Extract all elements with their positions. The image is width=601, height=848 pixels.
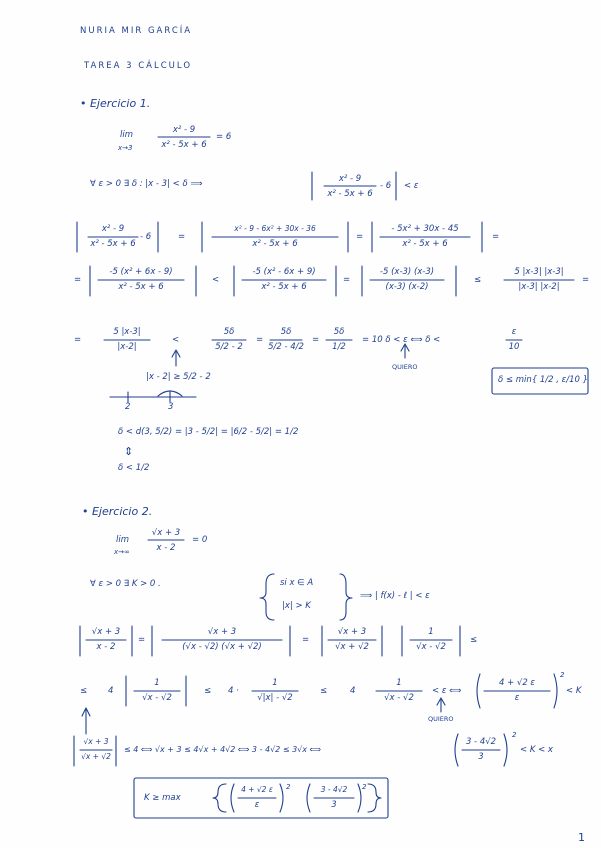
less-or-equal: ≤	[204, 686, 212, 696]
less-than: <	[212, 275, 220, 285]
inequality: |x - 2| ≥ 5/2 - 2	[146, 372, 211, 382]
fraction-numerator: 1	[428, 627, 434, 637]
less-or-equal: ≤	[80, 686, 88, 696]
fraction-denominator: x - 2	[96, 642, 116, 652]
exponent: 2	[362, 783, 367, 791]
lim-sub: x→∞	[114, 548, 130, 556]
coefficient: 4	[350, 686, 356, 696]
fraction-numerator: 5δ	[333, 327, 345, 337]
less-or-equal: ≤	[320, 686, 328, 696]
fraction-numerator: 4 + √2 ε	[241, 785, 273, 794]
fraction-numerator: 5 |x-3| |x-3|	[514, 267, 564, 277]
arrow-up	[172, 350, 180, 366]
fraction-denominator: √|x| - √2	[257, 693, 293, 703]
right-brace	[340, 574, 352, 620]
less-than-iff: < ε ⟺	[432, 686, 462, 696]
fraction-denominator: 5/2 - 4/2	[268, 342, 304, 352]
fraction-denominator: √x + √2	[81, 752, 111, 761]
equals: =	[582, 275, 590, 285]
fraction-numerator: ε	[511, 327, 517, 337]
arrow-up	[437, 698, 445, 712]
term: - 6	[140, 232, 152, 242]
arrow-up	[401, 344, 409, 358]
fraction-denominator: |x-2|	[117, 342, 137, 352]
equals: =	[356, 232, 364, 242]
coefficient: 4 ·	[228, 686, 239, 696]
brace-top: si x ∈ A	[280, 578, 314, 588]
lim-word: lim	[116, 535, 130, 545]
lim-equals: = 6	[216, 132, 232, 142]
fraction-denominator: 3	[331, 800, 337, 810]
fraction-denominator: x² - 5x + 6	[327, 189, 373, 199]
fraction-numerator: x² - 9	[172, 125, 196, 135]
fraction-denominator: 5/2 - 2	[215, 342, 243, 352]
chain-end: < K < x	[520, 745, 553, 755]
definition-tail: - 6	[380, 181, 392, 191]
fraction-denominator: 1/2	[332, 342, 346, 352]
exponent: 2	[512, 731, 517, 739]
definition-tail: ⟹ | f(x) - ℓ | < ε	[360, 591, 430, 601]
less-or-equal: ≤	[470, 635, 478, 645]
quiero-note: QUIERO	[428, 715, 454, 723]
fraction-numerator: √x + 3	[337, 627, 367, 637]
distance-line: δ < d(3, 5/2) = |3 - 5/2| = |6/2 - 5/2| = 1/2	[118, 427, 299, 437]
fraction-numerator: - 5x² + 30x - 45	[391, 224, 459, 234]
fraction-denominator: (√x - √2) (√x + √2)	[182, 642, 262, 652]
fraction-denominator: |x-3| |x-2|	[518, 282, 560, 292]
exponent: 2	[286, 783, 291, 791]
equals: =	[302, 635, 310, 645]
fraction-numerator: √x + 3	[91, 627, 121, 637]
tick-label: 3	[168, 402, 174, 412]
lim-word: lim	[120, 130, 134, 140]
fraction-numerator: 5 |x-3|	[113, 327, 141, 337]
fraction-numerator: x² - 9	[338, 174, 362, 184]
definition-line: ∀ ε > 0 ∃ K > 0 .	[90, 579, 161, 589]
task-title: TAREA 3 CÁLCULO	[84, 61, 193, 71]
boxed-result-prefix: K ≥ max	[144, 793, 181, 803]
less-than: <	[172, 335, 180, 345]
iff-arrow: ⇕	[124, 445, 134, 458]
equals: =	[492, 232, 500, 242]
chain-inequality: ≤ 4 ⟺ √x + 3 ≤ 4√x + 4√2 ⟺ 3 - 4√2 ≤ 3√x ⟺	[124, 745, 321, 754]
fraction-denominator: x² - 5x + 6	[90, 239, 136, 249]
conclusion: δ < 1/2	[118, 463, 150, 473]
less-or-equal: ≤	[474, 275, 482, 285]
fraction-numerator: x² - 9	[101, 224, 125, 234]
fraction-numerator: √x + 3	[207, 627, 237, 637]
fraction-numerator: √x + 3	[151, 528, 181, 538]
fraction-numerator: 3 - 4√2	[465, 737, 497, 747]
fraction-numerator: 5δ	[280, 327, 292, 337]
fraction-denominator: x² - 5x + 6	[261, 282, 307, 292]
equals: =	[138, 635, 146, 645]
fraction-numerator: √x + 3	[83, 737, 109, 746]
boxed-result: δ ≤ min{ 1/2 , ε/10 }	[498, 375, 589, 385]
fraction-denominator: √x + √2	[335, 642, 369, 652]
page-number: 1	[578, 831, 585, 844]
arrow-up	[82, 708, 90, 734]
equation-tail: = 10 δ < ε ⟺ δ <	[362, 335, 441, 345]
fraction-denominator: x² - 5x + 6	[161, 140, 207, 150]
tick-label: 2	[125, 402, 131, 412]
fraction-numerator: -5 (x-3) (x-3)	[379, 267, 435, 277]
fraction-denominator: (x-3) (x-2)	[385, 282, 429, 292]
fraction-denominator: √x - √2	[142, 693, 172, 703]
equals: =	[178, 232, 186, 242]
equals: =	[74, 275, 82, 285]
fraction-denominator: ε	[514, 693, 520, 703]
fraction-numerator: 1	[396, 678, 402, 688]
fraction-denominator: x² - 5x + 6	[118, 282, 164, 292]
exponent: 2	[560, 671, 565, 679]
left-brace	[260, 574, 274, 620]
fraction-denominator: ε	[254, 800, 260, 810]
definition-end: < ε	[404, 181, 419, 191]
fraction-denominator: x² - 5x + 6	[402, 239, 448, 249]
fraction-numerator: 1	[154, 678, 160, 688]
right-brace	[368, 784, 381, 812]
equals: =	[256, 335, 264, 345]
fraction-numerator: 5δ	[223, 327, 235, 337]
less-than-k: < K	[566, 686, 582, 696]
equals: =	[343, 275, 351, 285]
definition-line: ∀ ε > 0 ∃ δ : |x - 3| < δ ⟹	[90, 179, 203, 189]
fraction-numerator: -5 (x² + 6x - 9)	[109, 267, 173, 277]
equals: =	[74, 335, 82, 345]
fraction-denominator: 10	[508, 342, 520, 352]
coefficient: 4	[108, 686, 114, 696]
lim-equals: = 0	[192, 535, 208, 545]
fraction-numerator: x² - 9 - 6x² + 30x - 36	[234, 224, 316, 233]
left-brace	[213, 784, 226, 812]
fraction-numerator: 3 - 4√2	[320, 785, 348, 794]
fraction-numerator: 1	[272, 678, 278, 688]
exercise-2-title: • Ejercicio 2.	[82, 505, 153, 518]
fraction-numerator: 4 + √2 ε	[498, 678, 536, 688]
lim-sub: x→3	[118, 144, 133, 152]
fraction-denominator: √x - √2	[416, 642, 446, 652]
student-name: NURIA MIR GARCÍA	[80, 26, 193, 36]
fraction-denominator: x - 2	[156, 543, 176, 553]
fraction-numerator: -5 (x² - 6x + 9)	[252, 267, 316, 277]
exercise-1-title: • Ejercicio 1.	[80, 97, 151, 110]
quiero-note: QUIERO	[392, 363, 418, 371]
fraction-denominator: √x - √2	[384, 693, 414, 703]
brace-bottom: |x| > K	[282, 601, 311, 611]
fraction-denominator: 3	[478, 752, 484, 762]
equals: =	[312, 335, 320, 345]
fraction-denominator: x² - 5x + 6	[252, 239, 298, 249]
